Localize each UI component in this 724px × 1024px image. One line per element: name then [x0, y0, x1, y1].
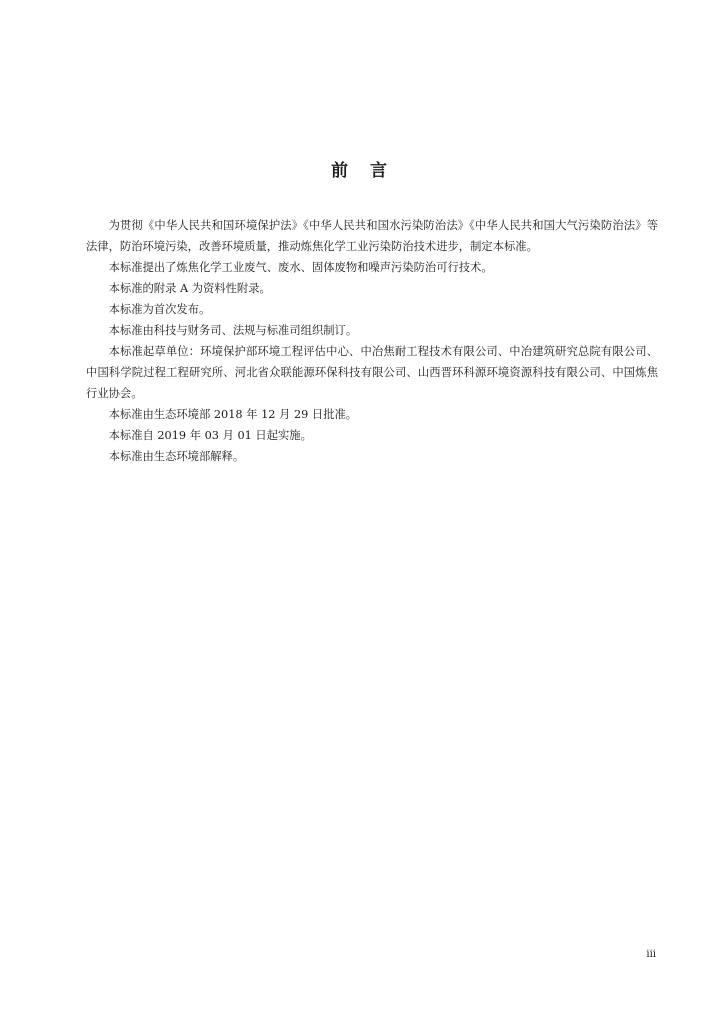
paragraph-implementation-date: 本标准自 2019 年 03 月 01 日起实施。: [108, 429, 312, 442]
paragraph-interpretation: 本标准由生态环境部解释。: [108, 450, 245, 463]
document-body: [86, 215, 658, 467]
page-number: iii: [646, 949, 656, 960]
paragraph-approval-date: 本标准由生态环境部 2018 年 12 月 29 日批准。: [108, 408, 358, 421]
paragraph-organizer: 本标准由科技与财务司、法规与标准司组织制订。: [108, 324, 358, 337]
paragraph-drafting-units: 本标准起草单位：环境保护部环境工程评估中心、中冶焦耐工程技术有限公司、中冶建筑研究总院有限公司、中国科学院过程工程研究所、河北省众联能源环保科技有限公司、山西晋环科源环境资源科技有限公司、中国炼焦行业协会。: [86, 345, 658, 400]
paragraph-appendix: 本标准的附录 A 为资料性附录。: [108, 282, 271, 295]
paragraph-scope: 本标准提出了炼焦化学工业废气、废水、固体废物和噪声污染防治可行技术。: [108, 261, 493, 274]
paragraph-first-release: 本标准为首次发布。: [108, 303, 211, 316]
page-title: 前言: [331, 161, 409, 181]
paragraph-purpose: 为贯彻《中华人民共和国环境保护法》《中华人民共和国水污染防治法》《中华人民共和国大气污染防治法》等法律，防治环境污染，改善环境质量，推动炼焦化学工业污染防治技术进步，制定本标准。: [86, 219, 658, 253]
